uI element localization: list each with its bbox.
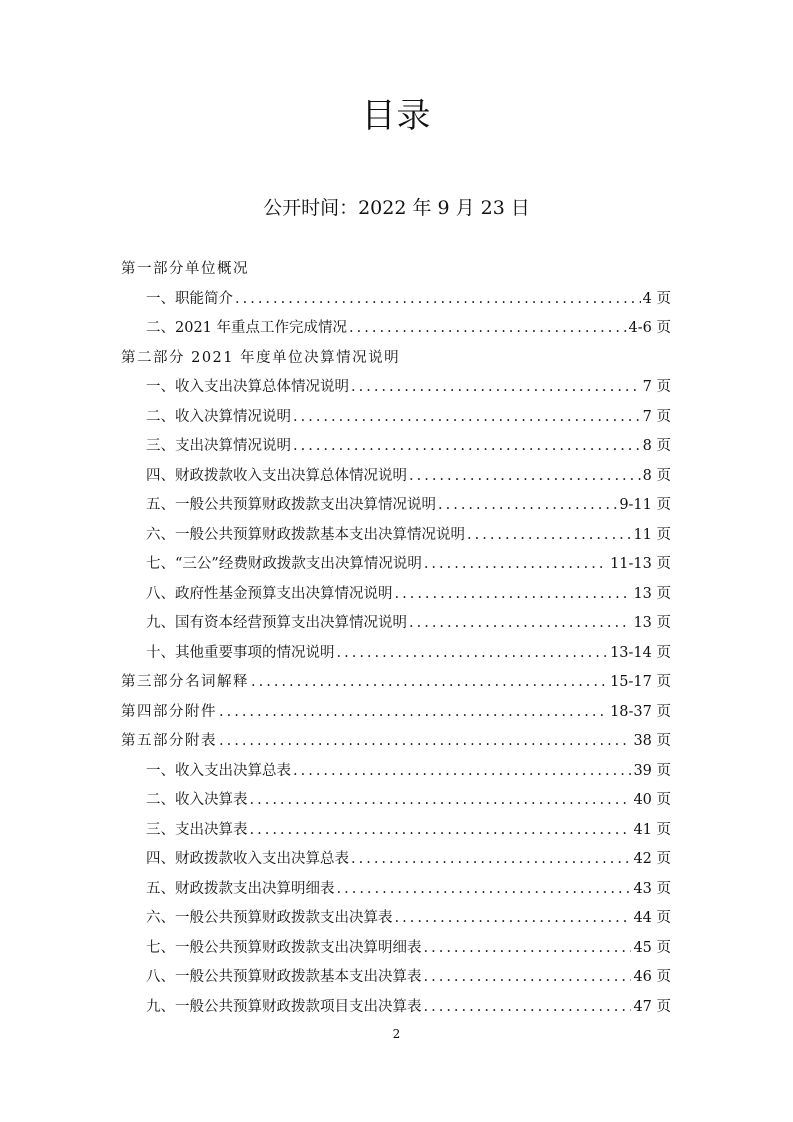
toc-entry-label: 三、支出决算表 <box>146 821 248 838</box>
toc-page-ref: 38 页 <box>633 733 671 749</box>
toc-dot-leader <box>395 904 632 934</box>
toc-entry <box>121 462 671 492</box>
toc-entry-label: 第一部分单位概况 <box>121 261 249 277</box>
toc-entry <box>121 934 671 964</box>
toc-entry <box>121 609 671 639</box>
toc-dot-leader <box>250 786 632 816</box>
toc-page-ref: 47 页 <box>633 998 671 1015</box>
toc-entry-label: 三、支出决算情况说明 <box>146 438 291 454</box>
toc-entry <box>121 521 671 551</box>
toc-entry-label: 七、一般公共预算财政拨款支出决算明细表 <box>146 939 422 956</box>
toc-dot-leader <box>351 373 641 403</box>
toc-entry <box>121 757 671 787</box>
toc-entry <box>121 875 671 905</box>
toc-dot-leader <box>438 491 617 521</box>
toc-section <box>121 668 671 698</box>
toc-section <box>121 344 671 374</box>
publish-date: 公开时间：2022 年 9 月 23 日 <box>263 197 530 219</box>
toc-entry-label: 一、收入支出决算总表 <box>146 762 291 779</box>
table-of-contents <box>121 255 671 1022</box>
toc-entry-label: 六、一般公共预算财政拨款基本支出决算情况说明 <box>146 526 465 543</box>
toc-entry <box>121 373 671 403</box>
toc-entry <box>121 550 671 580</box>
toc-dot-leader <box>467 521 631 551</box>
toc-dot-leader <box>219 698 608 728</box>
toc-page-ref: 44 页 <box>633 910 671 926</box>
toc-entry-label: 一、收入支出决算总体情况说明 <box>146 379 349 395</box>
toc-dot-leader <box>293 432 641 462</box>
toc-entry-label: 十、其他重要事项的情况说明 <box>146 644 335 661</box>
toc-entry-label: 九、国有资本经营预算支出决算情况说明 <box>146 615 407 631</box>
toc-entry <box>121 845 671 875</box>
page-number: 2 <box>392 1027 401 1041</box>
toc-entry-label: 六、一般公共预算财政拨款支出决算表 <box>146 910 393 926</box>
toc-page-ref: 40 页 <box>633 792 671 808</box>
toc-page-ref: 45 页 <box>633 939 671 956</box>
toc-entry <box>121 904 671 934</box>
toc-dot-leader <box>409 609 631 639</box>
toc-page-ref: 9-11 页 <box>619 497 671 513</box>
toc-dot-leader <box>424 934 632 964</box>
toc-entry <box>121 285 671 315</box>
toc-page-ref: 11-13 页 <box>610 556 671 572</box>
toc-dot-leader <box>250 816 632 846</box>
toc-page-ref: 13 页 <box>633 615 671 631</box>
page-title: 目录 <box>361 96 432 136</box>
toc-entry-label: 七、“三公”经费财政拨款支出决算情况说明 <box>146 556 422 572</box>
toc-page-ref: 4 页 <box>642 290 671 307</box>
toc-dot-leader <box>293 757 631 787</box>
toc-entry-label: 四、财政拨款收入支出决算总表 <box>146 851 349 867</box>
toc-section <box>121 727 671 757</box>
toc-entry-label: 第二部分 2021 年度单位决算情况说明 <box>121 349 401 366</box>
toc-section <box>121 255 671 285</box>
toc-dot-leader <box>337 875 632 905</box>
toc-entry <box>121 993 671 1023</box>
toc-entry-label: 五、一般公共预算财政拨款支出决算情况说明 <box>146 497 436 513</box>
toc-page-ref: 41 页 <box>633 821 671 838</box>
toc-section <box>121 698 671 728</box>
toc-page-ref: 4-6 页 <box>628 320 671 336</box>
toc-entry-label: 二、2021 年重点工作完成情况 <box>146 320 348 336</box>
toc-page-ref: 8 页 <box>642 467 671 484</box>
toc-dot-leader <box>219 727 631 757</box>
toc-dot-leader <box>251 668 608 698</box>
toc-dot-leader <box>351 845 631 875</box>
toc-dot-leader <box>424 963 632 993</box>
toc-entry-label: 二、收入决算表 <box>146 792 248 808</box>
toc-entry-label: 第三部分名词解释 <box>121 674 249 690</box>
toc-entry <box>121 963 671 993</box>
toc-entry <box>121 816 671 846</box>
toc-page-ref: 11 页 <box>633 526 671 543</box>
toc-entry-label: 八、政府性基金预算支出决算情况说明 <box>146 585 393 602</box>
toc-dot-leader <box>395 580 632 610</box>
toc-entry-label: 一、职能简介 <box>146 290 233 307</box>
toc-page-ref: 43 页 <box>633 880 671 897</box>
toc-page-ref: 13 页 <box>633 585 671 602</box>
toc-entry-label: 五、财政拨款支出决算明细表 <box>146 880 335 897</box>
toc-entry-label: 第四部分附件 <box>121 703 217 720</box>
toc-page-ref: 42 页 <box>633 851 671 867</box>
toc-page-ref: 15-17 页 <box>610 674 671 690</box>
toc-dot-leader <box>235 285 641 315</box>
toc-entry-label: 八、一般公共预算财政拨款基本支出决算表 <box>146 969 422 985</box>
toc-entry <box>121 403 671 433</box>
toc-page-ref: 8 页 <box>642 438 671 454</box>
toc-entry <box>121 580 671 610</box>
toc-entry-label: 第五部分附表 <box>121 733 217 749</box>
toc-dot-leader <box>424 550 608 580</box>
toc-entry <box>121 314 671 344</box>
toc-page-ref: 13-14 页 <box>610 644 671 661</box>
toc-page-ref: 7 页 <box>642 379 671 395</box>
toc-entry-label: 九、一般公共预算财政拨款项目支出决算表 <box>146 998 422 1015</box>
toc-entry <box>121 491 671 521</box>
toc-entry <box>121 432 671 462</box>
toc-page-ref: 7 页 <box>642 408 671 425</box>
toc-dot-leader <box>293 403 641 433</box>
toc-page-ref: 39 页 <box>633 762 671 779</box>
toc-page-ref: 18-37 页 <box>610 703 671 720</box>
toc-dot-leader <box>349 314 627 344</box>
toc-entry-label: 二、收入决算情况说明 <box>146 408 291 425</box>
toc-dot-leader <box>424 993 632 1023</box>
toc-entry-label: 四、财政拨款收入支出决算总体情况说明 <box>146 467 407 484</box>
toc-dot-leader <box>409 462 641 492</box>
toc-page-ref: 46 页 <box>633 969 671 985</box>
toc-entry <box>121 639 671 669</box>
toc-entry <box>121 786 671 816</box>
toc-dot-leader <box>337 639 609 669</box>
